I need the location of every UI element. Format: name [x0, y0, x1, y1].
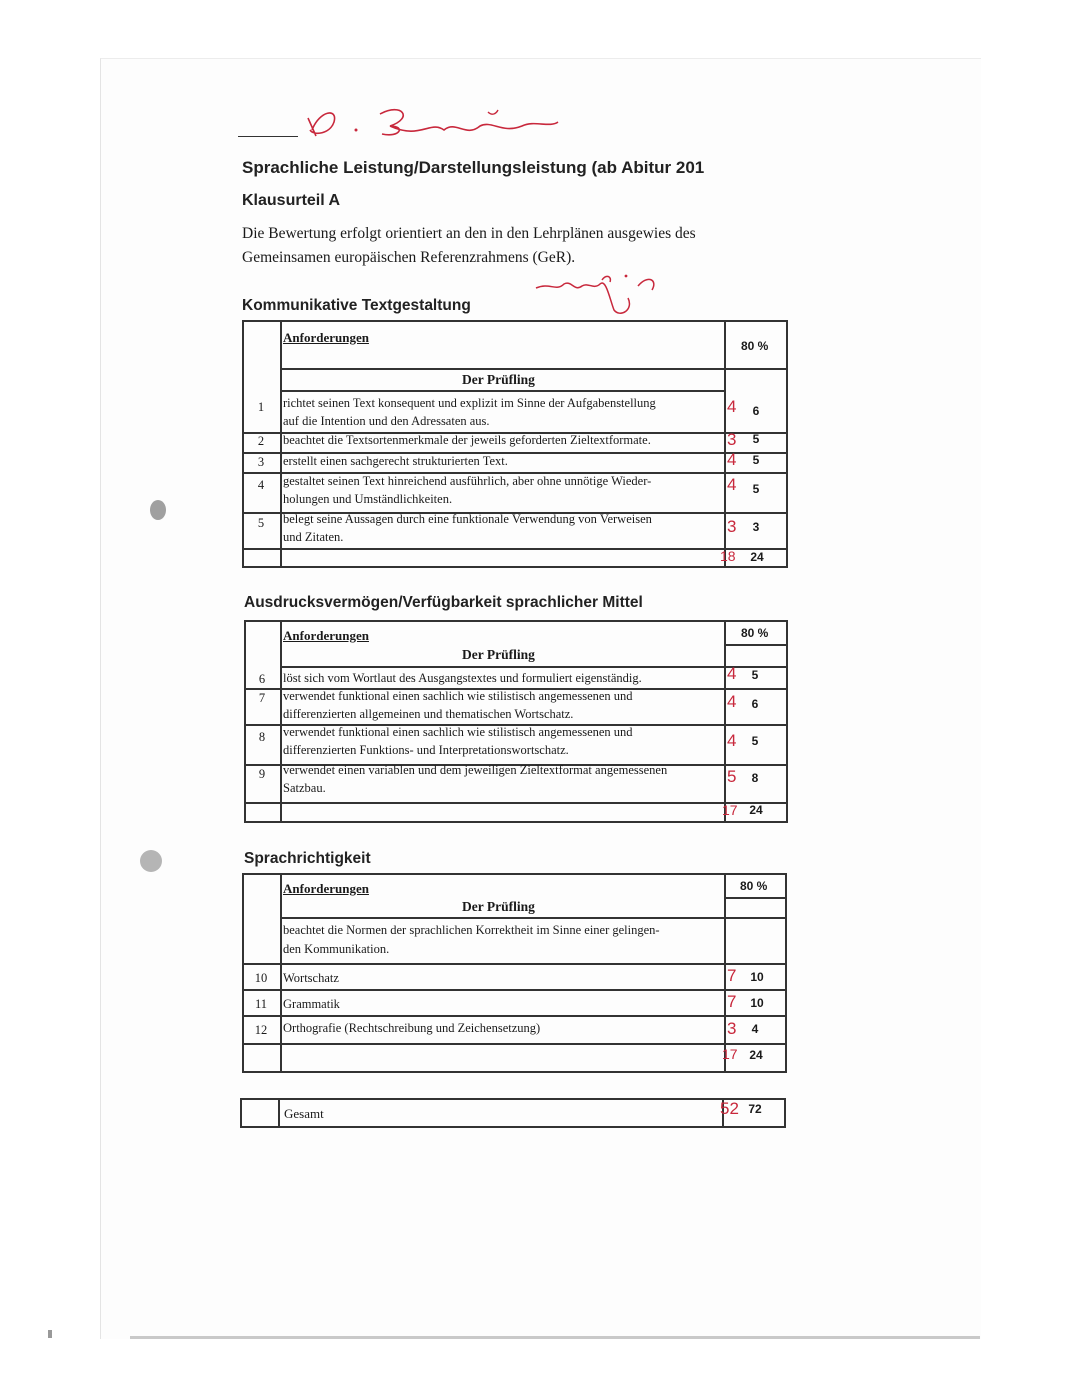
max-points: 10: [750, 996, 764, 1010]
requirement-intro-line-1: beachtet die Normen der sprachlichen Korrektheit im Sinne einer gelingen-: [283, 923, 660, 937]
score-handwritten: 4: [727, 475, 737, 494]
max-percent-label: 80 %: [741, 339, 769, 353]
score-handwritten: 3: [727, 1019, 737, 1038]
max-points: 5: [751, 734, 759, 748]
paper-edge: [130, 1336, 980, 1339]
section-title-sprachrichtigkeit: Sprachrichtigkeit: [244, 850, 371, 867]
punch-hole: [150, 500, 166, 520]
signature-scribble: [230, 100, 570, 150]
score-handwritten: 3: [727, 430, 737, 449]
max-points: 6: [752, 404, 760, 418]
section-sum-max: 24: [750, 550, 764, 564]
pruefling-label: Der Prüfling: [462, 647, 535, 662]
section-sum-score: 18: [720, 548, 736, 564]
section-sum-max: 24: [749, 803, 763, 817]
punch-hole: [140, 850, 162, 872]
section-sum-max: 24: [749, 1048, 763, 1062]
corner-mark: [48, 1330, 52, 1338]
score-handwritten: 7: [727, 966, 737, 985]
score-handwritten: 4: [727, 450, 737, 469]
intro-line-1: Die Bewertung erfolgt orientiert an den in den Lehrplänen ausgewies des: [242, 225, 696, 242]
page-title: Sprachliche Leistung/Darstellungsleistung (ab Abitur 201: [242, 158, 705, 177]
max-points: 5: [751, 668, 759, 682]
max-points: 4: [751, 1022, 759, 1036]
gesamt-max: 72: [748, 1102, 762, 1116]
section-sum-score: 17: [722, 802, 738, 818]
intro-line-2: Gemeinsamen europäischen Referenzrahmens (GeR).: [242, 249, 576, 266]
red-annotation-scribble: [530, 270, 670, 320]
max-points: 8: [751, 771, 759, 785]
max-points: 6: [751, 697, 759, 711]
pruefling-label: Der Prüfling: [462, 899, 535, 914]
max-points: 5: [752, 432, 760, 446]
score-handwritten: 4: [727, 664, 737, 683]
max-points: 5: [752, 453, 760, 467]
column-header-anforderungen: Anforderungen: [283, 330, 369, 345]
score-handwritten: 5: [727, 767, 737, 786]
page-subtitle: Klausurteil A: [242, 192, 341, 209]
column-header-anforderungen: Anforderungen: [283, 628, 369, 643]
column-header-anforderungen: Anforderungen: [283, 881, 369, 896]
pruefling-label: Der Prüfling: [462, 372, 535, 387]
score-handwritten: 7: [727, 992, 737, 1011]
intro-text: [242, 222, 802, 270]
section-title-ausdrucksvermoegen: Ausdrucksvermögen/Verfügbarkeit sprachlicher Mittel: [244, 594, 643, 611]
requirement-intro-line-2: den Kommunikation.: [283, 942, 390, 956]
max-percent-label: 80 %: [740, 879, 768, 893]
max-points: 3: [752, 520, 760, 534]
max-points: 5: [752, 482, 760, 496]
score-handwritten: 4: [727, 397, 737, 416]
section-title-textgestaltung: Kommunikative Textgestaltung: [242, 297, 471, 314]
gesamt-score: 52: [720, 1099, 739, 1118]
score-handwritten: 4: [727, 692, 737, 711]
gesamt-label: Gesamt: [284, 1106, 324, 1121]
score-handwritten: 3: [727, 517, 737, 536]
max-percent-label: 80 %: [741, 626, 769, 640]
section-sum-score: 17: [722, 1046, 738, 1062]
max-points: 10: [750, 970, 764, 984]
score-handwritten: 4: [727, 731, 737, 750]
